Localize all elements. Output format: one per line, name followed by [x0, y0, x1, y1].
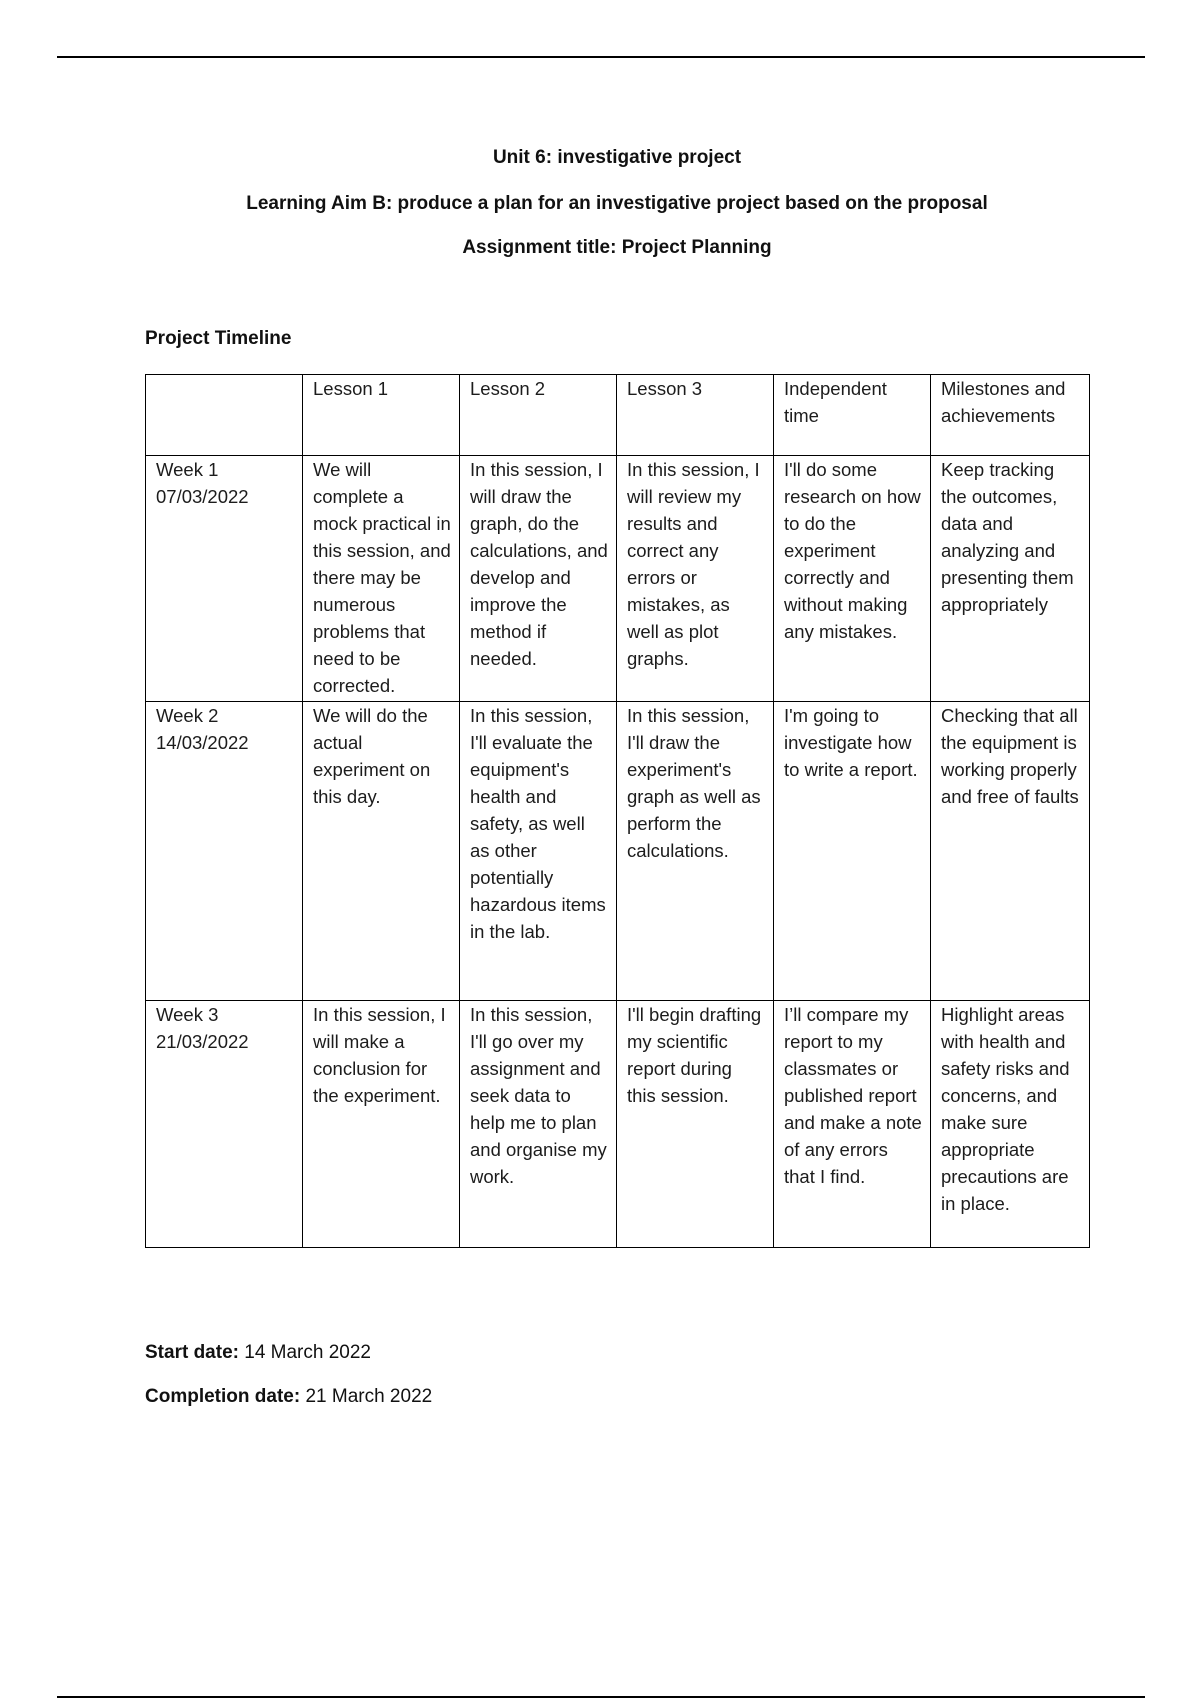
start-date-line — [145, 1342, 371, 1364]
start-date-value: 14 March 2022 — [238, 1342, 371, 1363]
lesson-1-cell: We will complete a mock practical in this session, and there may be numerous problems that need to be corrected. — [303, 456, 460, 702]
independent-time-cell: I'll do some research on how to do the experiment correctly and without making any mistakes. — [774, 456, 931, 702]
assignment-title: Assignment title: Project Planning — [462, 237, 772, 258]
bottom-rule — [57, 1696, 1145, 1698]
table-row — [146, 702, 1090, 1001]
table-row — [146, 1001, 1090, 1248]
week-label: Week 1 — [156, 459, 219, 480]
start-date-label: Start date: — [145, 1342, 239, 1363]
table-row — [146, 456, 1090, 702]
header-cell-independent-time: Independent time — [774, 375, 931, 456]
week-date: 07/03/2022 — [156, 486, 249, 507]
completion-date-value: 21 March 2022 — [300, 1386, 433, 1407]
header-cell-lesson-1: Lesson 1 — [303, 375, 460, 456]
independent-time-cell: I'm going to investigate how to write a report. — [774, 702, 931, 1001]
week-label: Week 3 — [156, 1004, 219, 1025]
lesson-2-cell: In this session, I'll go over my assignment and seek data to help me to plan and organise my work. — [460, 1001, 617, 1248]
top-rule — [57, 56, 1145, 58]
independent-time-cell: I’ll compare my report to my classmates or published report and make a note of any errors that I find. — [774, 1001, 931, 1248]
lesson-1-cell: In this session, I will make a conclusion for the experiment. — [303, 1001, 460, 1248]
lesson-3-cell: In this session, I will review my results and correct any errors or mistakes, as well as plot graphs. — [617, 456, 774, 702]
lesson-2-cell: In this session, I'll evaluate the equipment's health and safety, as well as other potentially hazardous items in the lab. — [460, 702, 617, 1001]
header-cell-empty — [146, 375, 303, 456]
header-cell-lesson-3: Lesson 3 — [617, 375, 774, 456]
section-title: Project Timeline — [145, 328, 292, 349]
header-cell-milestones: Milestones and achievements — [931, 375, 1090, 456]
week-date: 21/03/2022 — [156, 1031, 249, 1052]
milestones-cell: Highlight areas with health and safety risks and concerns, and make sure appropriate precautions are in place. — [931, 1001, 1090, 1248]
week-date: 14/03/2022 — [156, 732, 249, 753]
project-timeline-table — [145, 374, 1090, 1248]
table-header-row — [146, 375, 1090, 456]
lesson-3-cell: I'll begin drafting my scientific report during this session. — [617, 1001, 774, 1248]
week-cell — [146, 456, 303, 702]
week-cell — [146, 702, 303, 1001]
learning-aim: Learning Aim B: produce a plan for an investigative project based on the proposal — [246, 193, 988, 214]
milestones-cell: Checking that all the equipment is working properly and free of faults — [931, 702, 1090, 1001]
milestones-cell: Keep tracking the outcomes, data and analyzing and presenting them appropriately — [931, 456, 1090, 702]
lesson-1-cell: We will do the actual experiment on this day. — [303, 702, 460, 1001]
unit-title: Unit 6: investigative project — [492, 147, 742, 168]
header-cell-lesson-2: Lesson 2 — [460, 375, 617, 456]
week-cell — [146, 1001, 303, 1248]
completion-date-line — [145, 1386, 432, 1408]
completion-date-label: Completion date: — [145, 1386, 301, 1407]
lesson-2-cell: In this session, I will draw the graph, do the calculations, and develop and improve the method if needed. — [460, 456, 617, 702]
week-label: Week 2 — [156, 705, 219, 726]
lesson-3-cell: In this session, I'll draw the experiment's graph as well as perform the calculations. — [617, 702, 774, 1001]
